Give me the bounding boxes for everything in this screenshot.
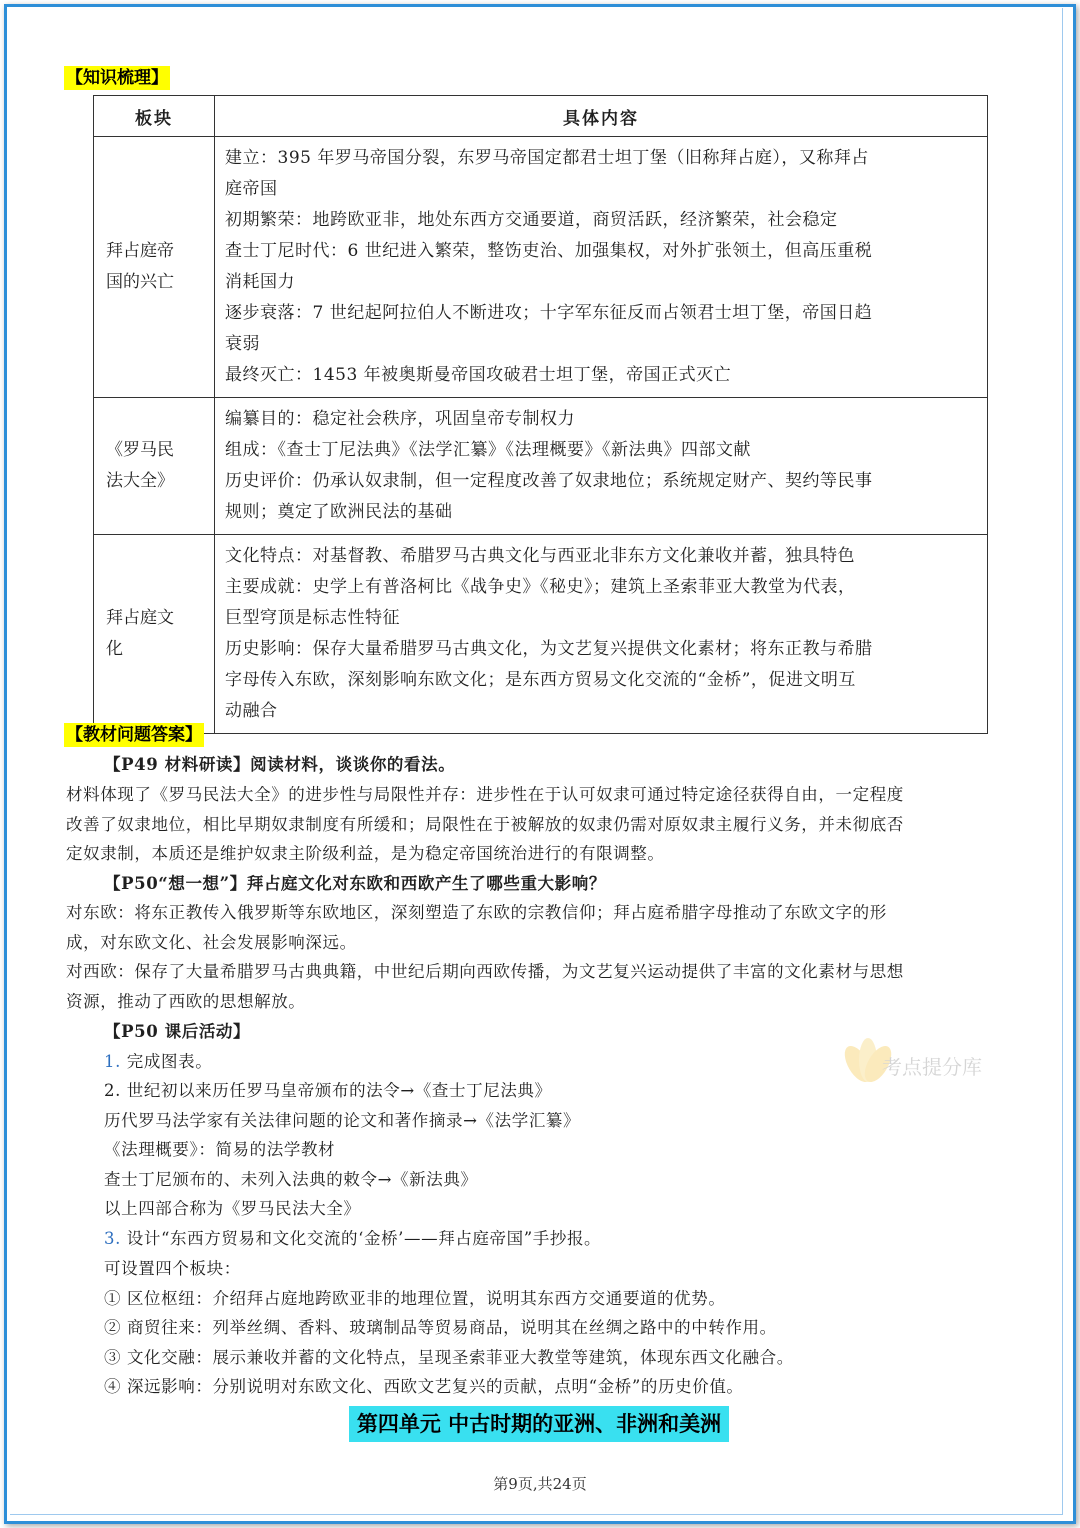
content-line: 组成：《查士丁尼法典》《法学汇纂》《法理概要》《新法典》四部文献 bbox=[225, 440, 751, 460]
table-row bbox=[94, 398, 988, 535]
knowledge-table bbox=[93, 95, 988, 734]
answer-paragraph bbox=[66, 780, 904, 869]
section-line: 法大全》 bbox=[106, 471, 174, 491]
knowledge-tag: 【知识梳理】 bbox=[66, 68, 168, 88]
content-line: 衰弱 bbox=[225, 334, 260, 354]
content-line: 字母传入东欧，深刻影响东欧文化；是东西方贸易文化交流的“金桥”，促进文明互 bbox=[225, 670, 856, 690]
item-point: ④ 深远影响：分别说明对东欧文化、西欧文艺复兴的贡献，点明“金桥”的历史价值。 bbox=[104, 1377, 744, 1397]
content-line: 主要成就：史学上有普洛柯比《战争史》《秘史》；建筑上圣索菲亚大教堂为代表， bbox=[225, 577, 856, 597]
answer-line: 资源，推动了西欧的思想解放。 bbox=[66, 991, 306, 1011]
question-p49: 【P49 材料研读】阅读材料，谈谈你的看法。 bbox=[104, 755, 456, 774]
activity-item-1 bbox=[104, 1047, 212, 1077]
section-content bbox=[215, 398, 988, 535]
section-line: 国的兴亡 bbox=[106, 272, 174, 292]
content-line: 庭帝国 bbox=[225, 179, 278, 199]
item-point: ③ 文化交融：展示兼收并蓄的文化特点，呈现圣索菲亚大教堂等建筑，体现东西文化融合。 bbox=[104, 1347, 794, 1367]
answer-paragraph bbox=[66, 898, 904, 1016]
content-line: 建立：395 年罗马帝国分裂，东罗马帝国定都君士坦丁堡（旧称拜占庭），又称拜占 bbox=[225, 148, 869, 168]
item-line: 查士丁尼颁布的、未列入法典的敕令→《新法典》 bbox=[104, 1169, 478, 1189]
content-line: 逐步衰落：7 世纪起阿拉伯人不断进攻；十字军东征反而占领君士坦丁堡，帝国日趋 bbox=[225, 303, 873, 323]
section-content bbox=[215, 535, 988, 734]
watermark-logo bbox=[820, 1032, 1020, 1092]
item-line: 历代罗马法学家有关法律问题的论文和著作摘录→《法学汇纂》 bbox=[104, 1110, 581, 1130]
answer-line: 材料体现了《罗马民法大全》的进步性与局限性并存：进步性在于认可奴隶可通过特定途径获得自由，一定程度 bbox=[66, 785, 904, 804]
content-line: 查士丁尼时代：6 世纪进入繁荣，整饬吏治、加强集权，对外扩张领土，但高压重税 bbox=[225, 241, 873, 261]
answers-tag: 【教材问题答案】 bbox=[66, 725, 202, 745]
table-row bbox=[94, 137, 988, 398]
item-point: ① 区位枢纽：介绍拜占庭地跨欧亚非的地理位置，说明其东西方交通要道的优势。 bbox=[104, 1288, 726, 1308]
page-number: 第9页,共24页 bbox=[493, 1475, 587, 1493]
activity-item-3-details bbox=[104, 1254, 794, 1402]
item-point: ② 商贸往来：列举丝绸、香料、玻璃制品等贸易商品，说明其在丝绸之路中的中转作用。 bbox=[104, 1318, 777, 1338]
item-line: 2. 世纪初以来历任罗马皇帝颁布的法令→《查士丁尼法典》 bbox=[104, 1081, 552, 1100]
table-row bbox=[94, 535, 988, 734]
answer-line: 定奴隶制，本质还是维护奴隶主阶级利益，是为稳定帝国统治进行的有限调整。 bbox=[66, 844, 665, 864]
section-content bbox=[215, 137, 988, 398]
section-label bbox=[94, 137, 215, 398]
item-line: 以上四部合称为《罗马民法大全》 bbox=[104, 1199, 361, 1219]
item-number: 3. bbox=[104, 1229, 121, 1248]
table-header-row bbox=[94, 96, 988, 137]
content-line: 编纂目的：稳定社会秩序，巩固皇帝专制权力 bbox=[225, 409, 575, 429]
content-line: 历史影响：保存大量希腊罗马古典文化，为文艺复兴提供文化素材；将东正教与希腊 bbox=[225, 639, 873, 659]
answer-line: 对西欧：保存了大量希腊罗马古典典籍，中世纪后期向西欧传播，为文艺复兴运动提供了丰富的文化素材与思想 bbox=[66, 962, 904, 982]
content-line: 消耗国力 bbox=[225, 272, 295, 292]
answer-line: 对东欧：将东正教传入俄罗斯等东欧地区，深刻塑造了东欧的宗教信仰；拜占庭希腊字母推动了东欧文字的形 bbox=[66, 903, 887, 922]
table-header-section: 板块 bbox=[94, 96, 215, 137]
activity-item-3 bbox=[104, 1224, 601, 1254]
item-text: 设计“东西方贸易和文化交流的‘金桥’——拜占庭帝国”手抄报。 bbox=[120, 1229, 602, 1248]
content-line: 巨型穹顶是标志性特征 bbox=[225, 608, 400, 628]
section-label bbox=[94, 535, 215, 734]
watermark-text: 考点提分库 bbox=[882, 1055, 982, 1079]
table-header-content: 具体内容 bbox=[215, 96, 988, 137]
question-p50-think: 【P50“想一想”】拜占庭文化对东欧和西欧产生了哪些重大影响？ bbox=[104, 874, 606, 893]
content-line: 历史评价：仍承认奴隶制，但一定程度改善了奴隶地位；系统规定财产、契约等民事 bbox=[225, 471, 873, 491]
content-line: 动融合 bbox=[225, 701, 278, 721]
section-line: 拜占庭帝 bbox=[106, 241, 174, 261]
activity-item-2 bbox=[104, 1076, 580, 1224]
unit-title-banner: 第四单元 中古时期的亚洲、非洲和美洲 bbox=[349, 1406, 729, 1442]
item-text: 完成图表。 bbox=[120, 1052, 213, 1071]
section-line: 拜占庭文 bbox=[106, 608, 174, 628]
answer-line: 成，对东欧文化、社会发展影响深远。 bbox=[66, 932, 357, 952]
content-line: 最终灭亡：1453 年被奥斯曼帝国攻破君士坦丁堡，帝国正式灭亡 bbox=[225, 365, 732, 385]
item-intro: 可设置四个板块： bbox=[104, 1259, 241, 1278]
content-line: 规则；奠定了欧洲民法的基础 bbox=[225, 502, 453, 522]
item-line: 《法理概要》：简易的法学教材 bbox=[104, 1140, 336, 1160]
content-line: 文化特点：对基督教、希腊罗马古典文化与西亚北非东方文化兼收并蓄，独具特色 bbox=[225, 546, 855, 566]
answer-line: 改善了奴隶地位，相比早期奴隶制度有所缓和；局限性在于被解放的奴隶仍需对原奴隶主履行义务，并未彻底否 bbox=[66, 814, 904, 834]
question-p50-activity: 【P50 课后活动】 bbox=[104, 1022, 251, 1041]
content-line: 初期繁荣：地跨欧亚非，地处东西方交通要道，商贸活跃，经济繁荣，社会稳定 bbox=[225, 210, 838, 230]
section-label bbox=[94, 398, 215, 535]
section-line: 《罗马民 bbox=[106, 440, 174, 460]
section-line: 化 bbox=[106, 639, 123, 659]
item-number: 1. bbox=[104, 1052, 121, 1071]
